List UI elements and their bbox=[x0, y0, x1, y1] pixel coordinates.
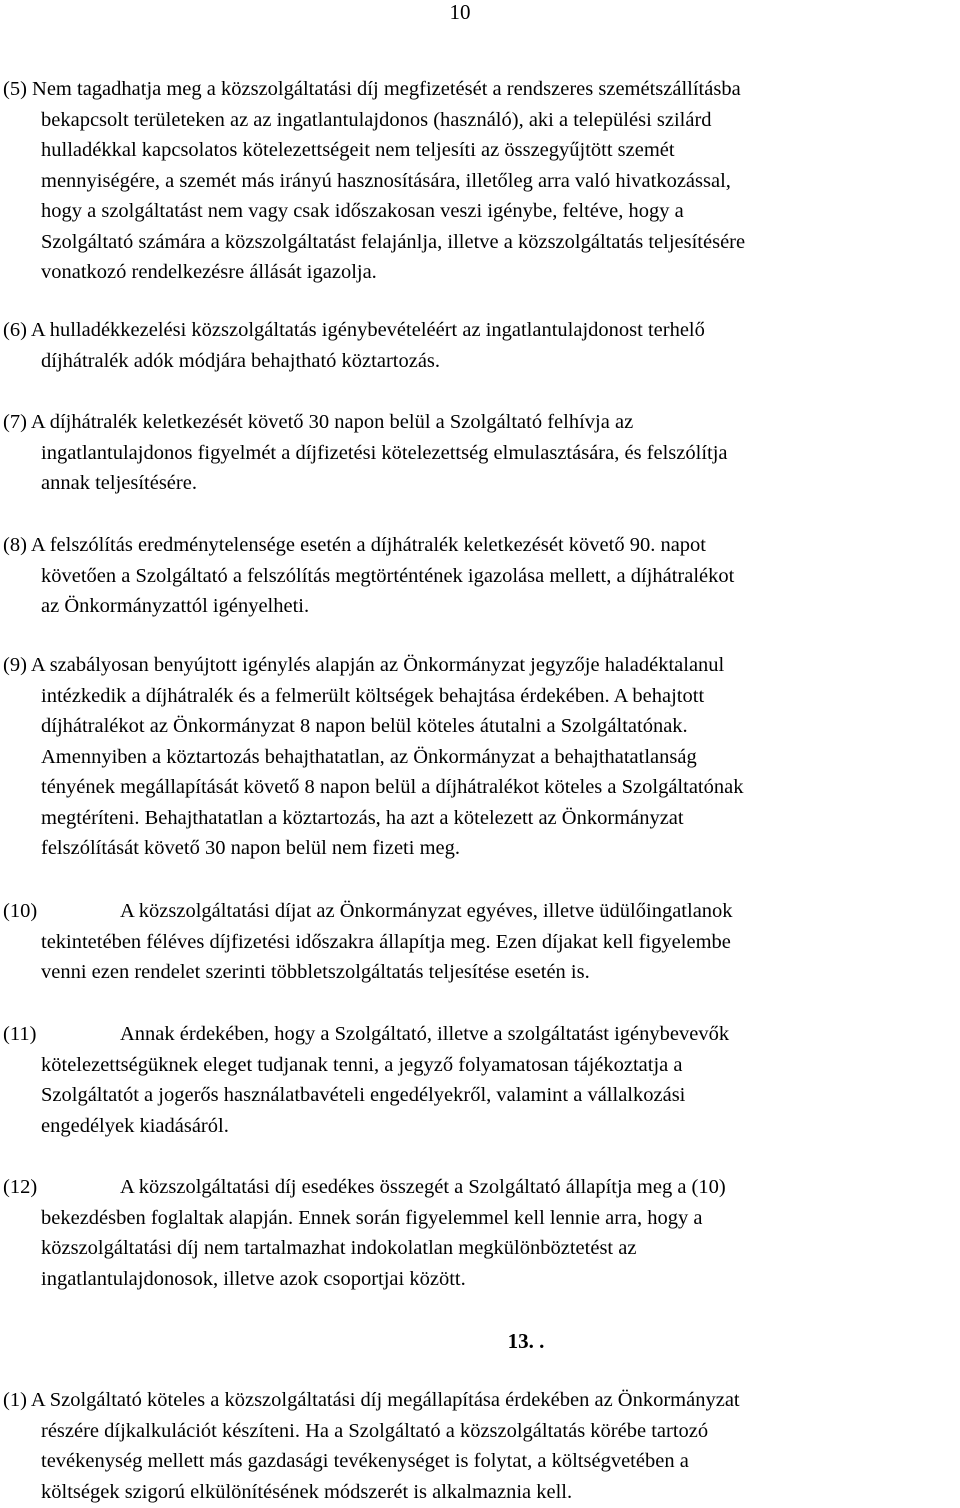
paragraph-line: tekintetében féléves díjfizetési időszakra állapítja meg. Ezen díjakat kell figyelembe bbox=[41, 930, 731, 953]
paragraph-line: az Önkormányzattól igényelheti. bbox=[41, 595, 310, 617]
paragraph-line: (9) A szabályosan benyújtott igénylés alapján az Önkormányzat jegyzője haladéktalanul bbox=[0, 650, 960, 681]
paragraph-line: intézkedik a díjhátralék és a felmerült költségek behajtása érdekében. A behajtott bbox=[41, 684, 705, 707]
paragraph-line: annak teljesítésére. bbox=[41, 472, 197, 494]
paragraph-line: közszolgáltatási díj nem tartalmazhat indokolatlan megkülönböztetést az bbox=[41, 1237, 637, 1259]
paragraph-line: hulladékkal kapcsolatos kötelezettségeit nem teljesíti az összegyűjtött szemét bbox=[41, 139, 675, 161]
paragraph-number: (9) bbox=[3, 654, 27, 676]
paragraph-number: (1) bbox=[3, 1389, 27, 1411]
paragraph-12 bbox=[0, 1172, 960, 1294]
paragraph-line: (1) A Szolgáltató köteles a közszolgáltatási díj megállapítása érdekében az Önkormányzat bbox=[0, 1385, 960, 1416]
paragraph-line: vonatkozó rendelkezésre állását igazolja. bbox=[41, 261, 377, 283]
paragraph-8 bbox=[0, 530, 960, 622]
paragraph-line: hogy a szolgáltatást nem vagy csak időszakosan veszi igénybe, feltéve, hogy a bbox=[41, 200, 684, 222]
paragraph-line: kötelezettségüknek eleget tudjanak tenni, a jegyző folyamatosan tájékoztatja a bbox=[41, 1053, 683, 1076]
paragraph-number: (5) bbox=[3, 78, 27, 100]
paragraph-line: (12) A közszolgáltatási díj esedékes összegét a Szolgáltató állapítja meg a (10) bbox=[0, 1172, 960, 1203]
paragraph-line: mennyiségére, a szemét más irányú hasznosítására, illetőleg arra való hivatkozással, bbox=[41, 169, 731, 192]
paragraph-line: (11) Annak érdekében, hogy a Szolgáltató, illetve a szolgáltatást igénybevevők bbox=[0, 1019, 960, 1050]
paragraph-line: felszólítását követő 30 napon belül nem fizeti meg. bbox=[41, 837, 460, 859]
paragraph-line: (6) A hulladékkezelési közszolgáltatás igénybevételéért az ingatlantulajdonost terhelő bbox=[0, 315, 960, 346]
paragraph-number: (10) bbox=[3, 900, 38, 922]
paragraph-line: (10) A közszolgáltatási díjat az Önkormányzat egyéves, illetve üdülőingatlanok bbox=[0, 896, 960, 927]
paragraph-number: (8) bbox=[3, 534, 27, 556]
paragraph-line: tevékenység mellett más gazdasági tevékenységet is folytat, a költségvetében a bbox=[41, 1450, 689, 1472]
paragraph-line: részére díjkalkulációt készíteni. Ha a Szolgáltató a közszolgáltatás körébe tartozó bbox=[41, 1419, 709, 1442]
paragraph-number: (11) bbox=[3, 1023, 37, 1045]
paragraph-line: Amennyiben a köztartozás behajthatatlan, az Önkormányzat a behajthatatlanság bbox=[41, 745, 697, 768]
paragraph-line: engedélyek kiadásáról. bbox=[41, 1114, 229, 1137]
paragraph-6 bbox=[0, 315, 960, 376]
paragraph-number: (7) bbox=[3, 411, 27, 433]
paragraph-line: tényének megállapítását követő 8 napon belül a díjhátralékot köteles a Szolgáltatónak bbox=[41, 776, 744, 798]
paragraph-line: költségek szigorú elkülönítésének módszerét is alkalmaznia kell. bbox=[41, 1480, 573, 1503]
paragraph-line: (8) A felszólítás eredménytelensége esetén a díjhátralék keletkezését követő 90. napot bbox=[0, 530, 960, 561]
paragraph-line: venni ezen rendelet szerinti többletszolgáltatás teljesítése esetén is. bbox=[41, 961, 590, 983]
section-title: 13. . bbox=[507, 1329, 545, 1353]
paragraph-5 bbox=[0, 74, 960, 288]
paragraph-line: Szolgáltatót a jogerős használatbavételi engedélyekről, valamint a vállalkozási bbox=[41, 1084, 686, 1106]
paragraph-line: díjhátralék adók módjára behajtható köztartozás. bbox=[41, 349, 441, 372]
paragraph-line: (5) Nem tagadhatja meg a közszolgáltatási díj megfizetését a rendszeres szemétszállításba bbox=[0, 74, 960, 105]
page-number: 10 bbox=[449, 0, 471, 24]
paragraph-line: ingatlantulajdonos figyelmét a díjfizetési kötelezettség elmulasztására, és felszólítja bbox=[41, 441, 728, 464]
paragraph-line: követően a Szolgáltató a felszólítás megtörténtének igazolása mellett, a díjhátralékot bbox=[41, 564, 735, 587]
paragraph-line: ingatlantulajdonosok, illetve azok csoportjai között. bbox=[41, 1267, 466, 1290]
paragraph-9 bbox=[0, 650, 960, 864]
paragraph-10 bbox=[0, 896, 960, 988]
paragraph-line: bekezdésben foglaltak alapján. Ennek során figyelemmel kell lennie arra, hogy a bbox=[41, 1206, 703, 1229]
section-13-paragraph-1 bbox=[0, 1385, 960, 1507]
paragraph-7 bbox=[0, 407, 960, 499]
paragraph-line: megtéríteni. Behajthatatlan a köztartozás, ha azt a kötelezett az Önkormányzat bbox=[41, 806, 684, 829]
paragraph-line: Szolgáltató számára a közszolgáltatást felajánlja, illetve a közszolgáltatás teljesítésére bbox=[41, 230, 746, 253]
paragraph-line: díjhátralékot az Önkormányzat 8 napon belül köteles átutalni a Szolgáltatónak. bbox=[41, 715, 688, 737]
paragraph-11 bbox=[0, 1019, 960, 1141]
paragraph-number: (12) bbox=[3, 1176, 38, 1198]
paragraph-line: bekapcsolt területeken az az ingatlantulajdonos (használó), aki a települési szilárd bbox=[41, 108, 712, 131]
paragraph-number: (6) bbox=[3, 319, 27, 341]
paragraph-line: (7) A díjhátralék keletkezését követő 30 napon belül a Szolgáltató felhívja az bbox=[0, 407, 960, 438]
